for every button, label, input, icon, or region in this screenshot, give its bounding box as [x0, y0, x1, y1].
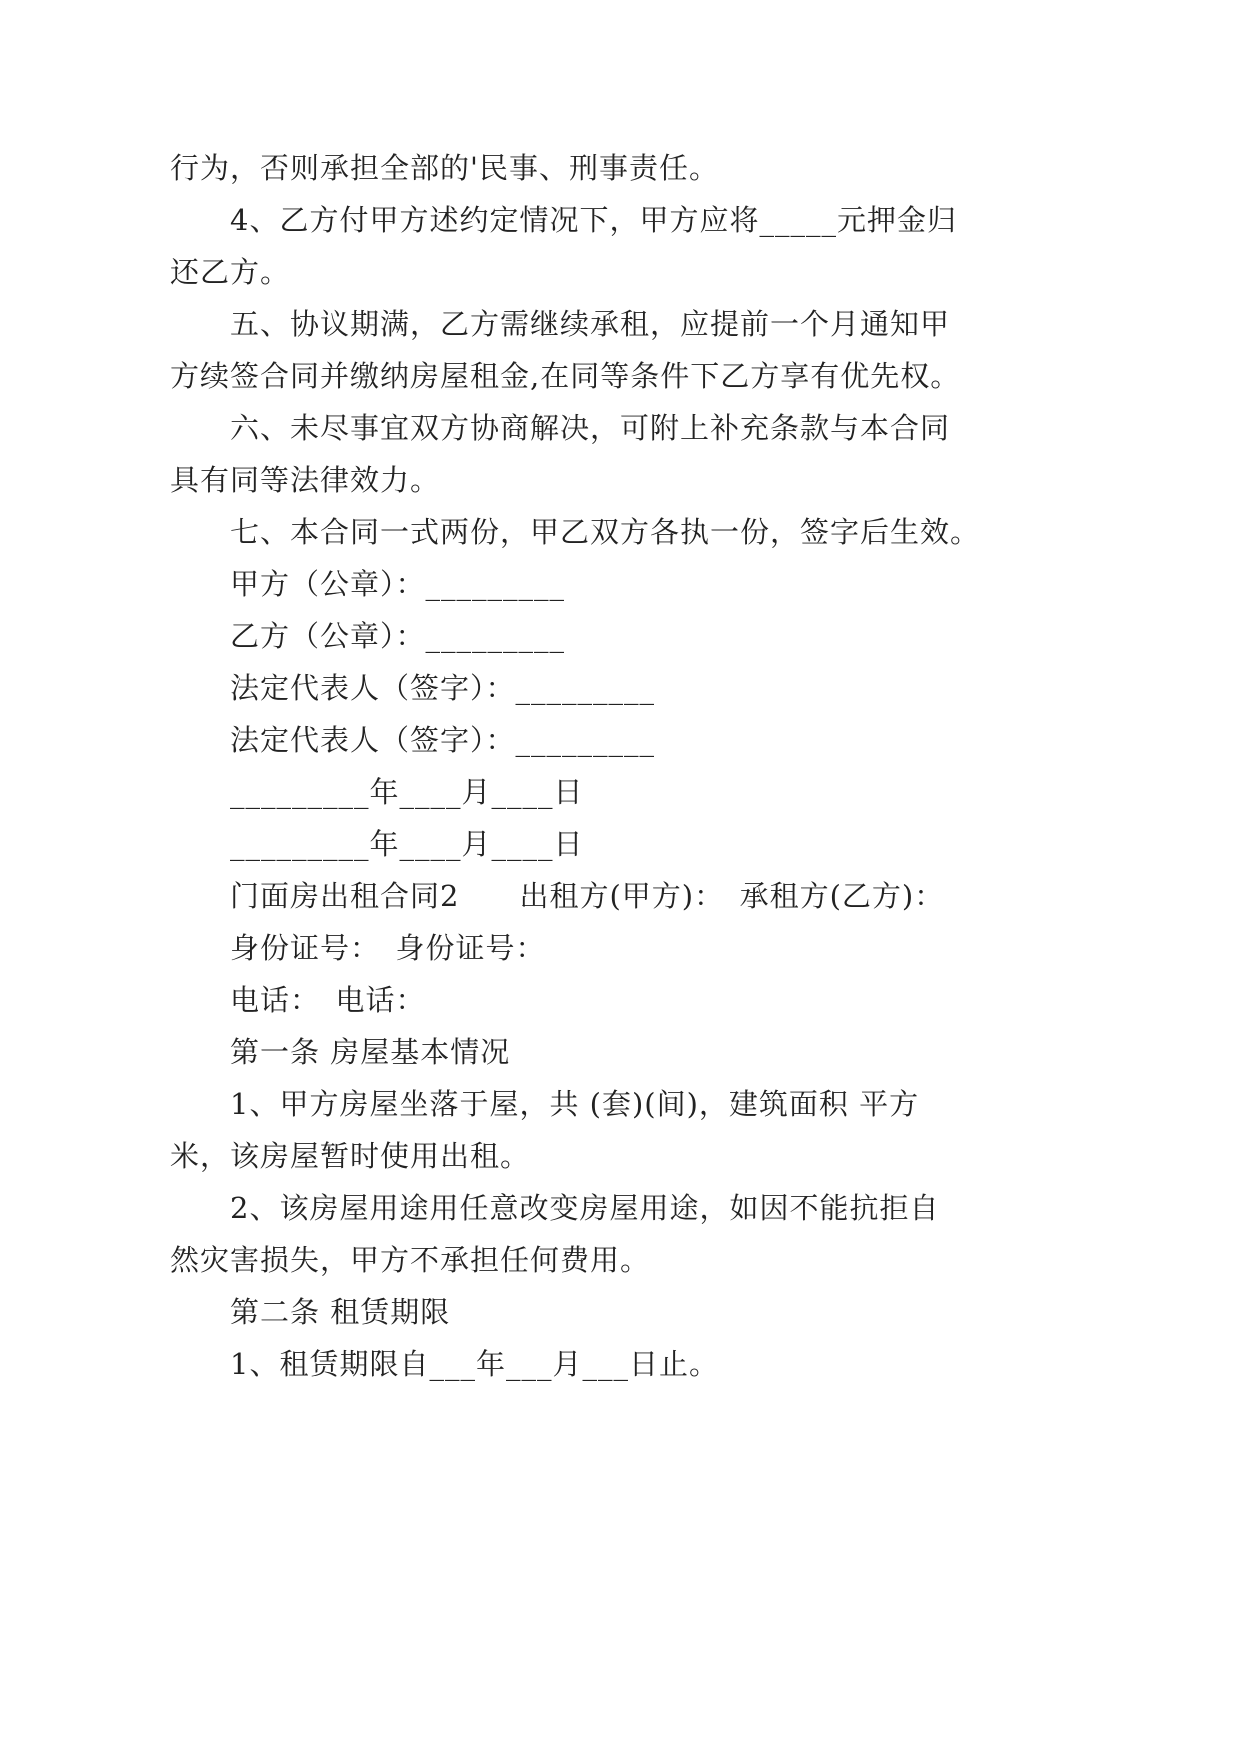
text-line: 行为，否则承担全部的'民事、刑事责任。 [170, 151, 719, 185]
text-line: 身份证号： 身份证号： [230, 931, 546, 965]
text-line: _________年____月____日 [230, 827, 584, 861]
text-line: 1、租赁期限自___年___月___日止。 [230, 1347, 719, 1381]
text-line: 2、该房屋用途用任意改变房屋用途，如因不能抗拒自 [230, 1191, 940, 1225]
text-line: 法定代表人（签字）：_________ [230, 671, 656, 705]
text-line: _________年____月____日 [230, 775, 584, 809]
text-line: 甲方（公章）：_________ [230, 567, 566, 601]
text-line: 方续签合同并缴纳房屋租金,在同等条件下乙方享有优先权。 [170, 359, 961, 393]
text-line: 电话： 电话： [230, 983, 426, 1017]
text-line: 第二条 租赁期限 [230, 1295, 451, 1329]
text-line: 1、甲方房屋坐落于屋，共 (套)(间)，建筑面积 平方 [230, 1087, 920, 1121]
text-line: 第一条 房屋基本情况 [230, 1035, 511, 1069]
text-line: 具有同等法律效力。 [170, 463, 441, 497]
text-line: 米，该房屋暂时使用出租。 [170, 1139, 531, 1173]
text-line: 4、乙方付甲方述约定情况下，甲方应将_____元押金归 [230, 203, 957, 237]
text-line: 七、本合同一式两份，甲乙双方各执一份，签字后生效。 [230, 515, 981, 549]
text-line: 然灾害损失，甲方不承担任何费用。 [170, 1243, 651, 1277]
text-line: 法定代表人（签字）：_________ [230, 723, 656, 757]
text-line: 门面房出租合同2 出租方(甲方)： 承租方(乙方)： [230, 879, 945, 913]
text-line: 乙方（公章）：_________ [230, 619, 566, 653]
text-line: 六、未尽事宜双方协商解决，可附上补充条款与本合同 [230, 411, 951, 445]
text-line: 五、协议期满，乙方需继续承租，应提前一个月通知甲 [230, 307, 951, 341]
text-line: 还乙方。 [170, 255, 291, 289]
